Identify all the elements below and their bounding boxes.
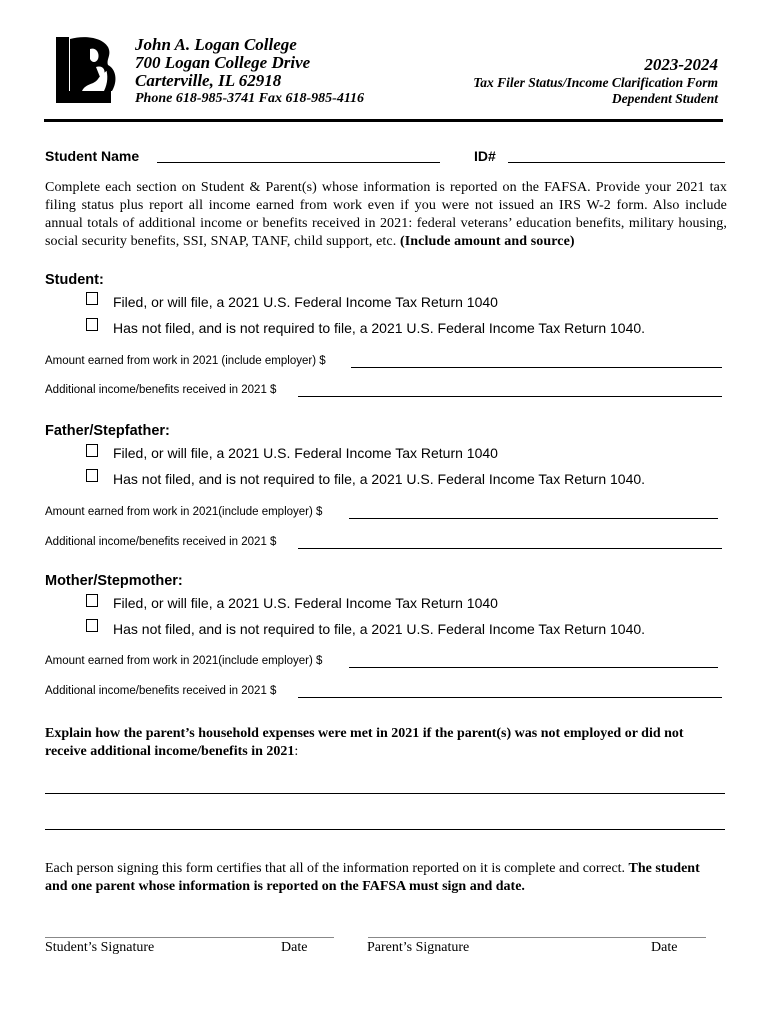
student-signature-label: Student’s Signature	[45, 940, 155, 955]
father-amount-field[interactable]	[349, 506, 718, 519]
certification-text: Each person signing this form certifies that all of the information reported on it is complete and correct.	[45, 861, 629, 876]
section-title-father: Father/Stepfather:	[45, 423, 170, 439]
college-name: John A. Logan College	[135, 35, 297, 54]
header-form-block	[473, 55, 718, 107]
student-not-filed-label: Has not filed, and is not required to file, a 2021 U.S. Federal Income Tax Return 1040.	[113, 320, 646, 336]
student-id-field[interactable]	[508, 148, 725, 163]
college-address: 700 Logan College Drive	[135, 53, 311, 72]
father-additional-label: Additional income/benefits received in 2021 $	[45, 536, 277, 548]
student-amount-field[interactable]	[351, 355, 722, 368]
father-filed-label: Filed, or will file, a 2021 U.S. Federal Income Tax Return 1040	[113, 445, 498, 461]
mother-amount-field[interactable]	[349, 655, 718, 668]
father-amount-label: Amount earned from work in 2021(include employer) $	[45, 506, 323, 518]
parent-date-label: Date	[651, 940, 678, 955]
student-additional-field[interactable]	[298, 384, 722, 397]
mother-not-filed-label: Has not filed, and is not required to file, a 2021 U.S. Federal Income Tax Return 1040.	[113, 621, 646, 637]
header-college-block	[135, 36, 364, 108]
mother-filed-label: Filed, or will file, a 2021 U.S. Federal Income Tax Return 1040	[113, 595, 498, 611]
father-not-filed-label: Has not filed, and is not required to file, a 2021 U.S. Federal Income Tax Return 1040.	[113, 471, 646, 487]
mother-additional-label: Additional income/benefits received in 2021 $	[45, 685, 277, 697]
explain-prompt	[45, 725, 725, 761]
student-signature-line[interactable]	[45, 925, 334, 938]
section-title-mother: Mother/Stepmother:	[45, 573, 183, 589]
student-amount-label: Amount earned from work in 2021 (include employer) $	[45, 355, 326, 367]
form-title: Tax Filer Status/Income Clarification Form	[473, 75, 718, 90]
mother-amount-label: Amount earned from work in 2021(include employer) $	[45, 655, 323, 667]
student-additional-label: Additional income/benefits received in 2021 $	[45, 384, 277, 396]
student-filed-checkbox[interactable]	[86, 292, 98, 305]
mother-filed-checkbox[interactable]	[86, 594, 98, 607]
parent-signature-line[interactable]	[368, 925, 706, 938]
explain-line-1[interactable]	[45, 781, 725, 794]
certification-statement	[45, 860, 725, 896]
father-not-filed-checkbox[interactable]	[86, 469, 98, 482]
explain-colon: :	[294, 744, 299, 759]
instructions-paragraph	[45, 179, 727, 251]
student-not-filed-checkbox[interactable]	[86, 318, 98, 331]
parent-signature-label: Parent’s Signature	[367, 940, 470, 955]
certification-bold: The student and one parent whose information is reported on the FAFSA must sign and date.	[45, 861, 700, 894]
student-filed-label: Filed, or will file, a 2021 U.S. Federal Income Tax Return 1040	[113, 294, 498, 310]
mother-not-filed-checkbox[interactable]	[86, 619, 98, 632]
explain-line-2[interactable]	[45, 817, 725, 830]
section-title-student: Student:	[45, 272, 104, 288]
award-year: 2023-2024	[644, 55, 718, 74]
father-filed-checkbox[interactable]	[86, 444, 98, 457]
explain-text: Explain how the parent’s household expenses were met in 2021 if the parent(s) was not employed or did not receive additional income/benefits in 2021	[45, 726, 684, 759]
instructions-bold: (Include amount and source)	[399, 234, 575, 249]
father-additional-field[interactable]	[298, 536, 722, 549]
mother-additional-field[interactable]	[298, 685, 722, 698]
student-date-label: Date	[281, 940, 308, 955]
student-id-label: ID#	[474, 148, 496, 164]
instructions-text: Complete each section on Student & Parent(s) whose information is reported on the FAFSA. Provide your 2021 tax filing status plus report all income earned from work even if you were not issued an IRS W-2 form. Also include annual totals of additional income or benefits received in 2021: federal veterans’ education benefits, military housing, social security benefits, SSI, SNAP, TANF, child support, etc.	[45, 180, 727, 249]
form-subtitle: Dependent Student	[611, 91, 718, 106]
header-divider	[44, 119, 723, 122]
college-phone: Phone 618-985-3741 Fax 618-985-4116	[135, 91, 365, 106]
student-name-label: Student Name	[45, 148, 140, 164]
college-city: Carterville, IL 62918	[135, 71, 282, 90]
college-logo	[56, 35, 122, 105]
student-name-field[interactable]	[157, 148, 440, 163]
